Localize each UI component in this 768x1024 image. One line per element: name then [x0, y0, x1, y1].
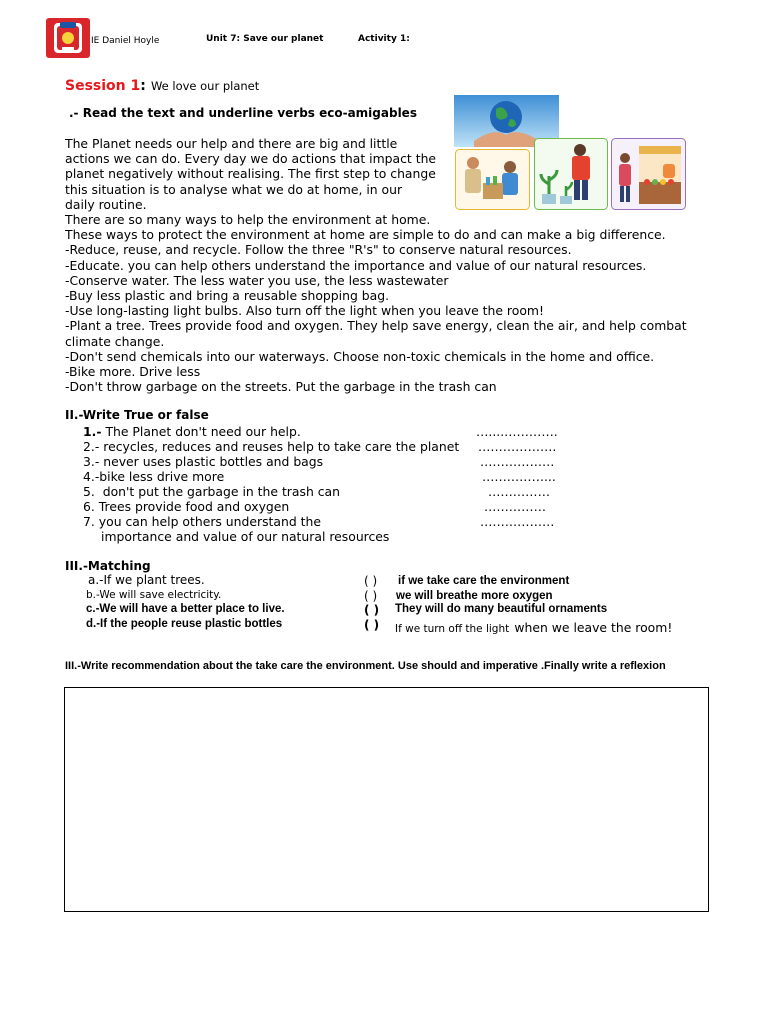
- match-right-1: if we take care the environment: [398, 575, 570, 587]
- passage-line: -Bike more. Drive less: [65, 364, 201, 380]
- match-right-4-tail: when we leave the room!: [514, 620, 673, 635]
- match-left-b: b.-We will save electricity.: [86, 589, 222, 601]
- passage-line: planet negatively without realising. The first step to change: [65, 166, 436, 182]
- passage-line: -Don't throw garbage on the streets. Put the garbage in the trash can: [65, 379, 497, 395]
- school-name: IE Daniel Hoyle: [91, 36, 160, 46]
- passage-line: The Planet needs our help and there are big and little: [65, 136, 398, 151]
- tf-item-7: [83, 514, 321, 529]
- session-label: Session 1: [65, 78, 141, 94]
- passage-line: -Reduce, reuse, and recycle. Follow the three "R's" to conserve natural resources.: [65, 242, 572, 258]
- session-title: We love our planet: [150, 79, 260, 93]
- tf-blank-1[interactable]: …....………….: [476, 424, 558, 439]
- match-paren-c[interactable]: ( ): [364, 603, 380, 617]
- session-heading: [65, 75, 259, 94]
- match-left-d: d.-If the people reuse plastic bottles: [86, 618, 283, 630]
- answer-box[interactable]: [64, 687, 709, 912]
- matching-title: III.-Matching: [65, 559, 151, 573]
- session-colon: :: [140, 78, 146, 94]
- unit-title: Unit 7: Save our planet: [206, 34, 324, 44]
- passage-line: -Plant a tree. Trees provide food and oxygen. They help save energy, clean the air, and help combat: [65, 318, 687, 334]
- tf-text: you can help others understand the: [98, 514, 321, 529]
- tf-num: 3.-: [83, 454, 100, 469]
- tf-num: 6.: [83, 499, 95, 514]
- tf-item-5: [83, 484, 340, 499]
- passage-line: actions we can do. Every day we do actions that impact the: [65, 151, 437, 167]
- tf-text: bike less drive more: [99, 469, 225, 484]
- match-paren-b[interactable]: ( ): [364, 589, 378, 603]
- tf-item-7-cont: importance and value of our natural resources: [101, 529, 390, 544]
- match-right-2: we will breathe more oxygen: [396, 590, 553, 602]
- tf-item-2: [83, 439, 459, 454]
- tf-text: never uses plastic bottles and bags: [103, 454, 324, 469]
- reading-passage: [65, 136, 687, 394]
- tf-num: 1.-: [83, 424, 102, 439]
- tf-item-1: [83, 424, 301, 439]
- passage-line: These ways to protect the environment at home are simple to do and can make a big difference.: [65, 227, 666, 243]
- match-right-3: They will do many beautiful ornaments: [395, 603, 608, 615]
- passage-line: this situation is to analyse what we do at home, in our: [65, 181, 403, 197]
- tf-item-4: [83, 469, 224, 484]
- tf-blank-5[interactable]: ……………: [488, 484, 550, 499]
- tf-num: 4.-: [83, 469, 100, 484]
- passage-line: -Use long-lasting light bulbs. Also turn off the light when you leave the room!: [65, 303, 544, 319]
- tf-blank-6[interactable]: ……………: [484, 499, 546, 514]
- tf-blank-2[interactable]: ……………….: [478, 439, 557, 454]
- tf-blank-4[interactable]: ……………...: [482, 469, 556, 484]
- match-left-c: c.-We will have a better place to live.: [86, 603, 285, 615]
- passage-line: -Educate. you can help others understand the importance and value of our natural resources.: [65, 257, 647, 273]
- passage-line: There are so many ways to help the environment at home.: [65, 212, 431, 228]
- tf-text: The Planet don't need our help.: [105, 424, 301, 439]
- match-paren-a[interactable]: ( ): [364, 574, 378, 588]
- passage-line: -Buy less plastic and bring a reusable shopping bag.: [65, 288, 390, 304]
- activity-label: Activity 1:: [358, 34, 410, 44]
- recommendation-instruction: III.-Write recommendation about the take care the environment. Use should and imperative .Finally write a reflexion: [65, 660, 666, 672]
- tf-item-3: [83, 454, 323, 469]
- true-false-title: II.-Write True or false: [65, 408, 209, 422]
- school-logo: [45, 17, 91, 59]
- tf-num: 7.: [83, 514, 95, 529]
- reading-instruction: .- Read the text and underline verbs eco-amigables: [69, 106, 417, 120]
- tf-text: recycles, reduces and reuses help to take care the planet: [103, 439, 460, 454]
- passage-line: climate change.: [65, 333, 165, 349]
- match-right-4-start: If we turn off the light: [395, 623, 510, 635]
- tf-blank-3[interactable]: ………………: [480, 454, 555, 469]
- tf-num: 2.-: [83, 439, 100, 454]
- tf-item-6: [83, 499, 289, 514]
- tf-text: don't put the garbage in the trash can: [102, 484, 341, 499]
- match-left-a: a.-If we plant trees.: [88, 573, 205, 587]
- passage-line: daily routine.: [65, 196, 147, 212]
- tf-blank-7[interactable]: ………………: [480, 514, 555, 529]
- tf-num: 5.: [83, 484, 95, 499]
- match-right-4: [395, 617, 672, 636]
- tf-text: Trees provide food and oxygen: [98, 499, 290, 514]
- match-paren-d[interactable]: ( ): [364, 618, 380, 632]
- passage-line: -Don't send chemicals into our waterways. Choose non-toxic chemicals in the home and office.: [65, 348, 655, 364]
- passage-line: -Conserve water. The less water you use, the less wastewater: [65, 272, 449, 288]
